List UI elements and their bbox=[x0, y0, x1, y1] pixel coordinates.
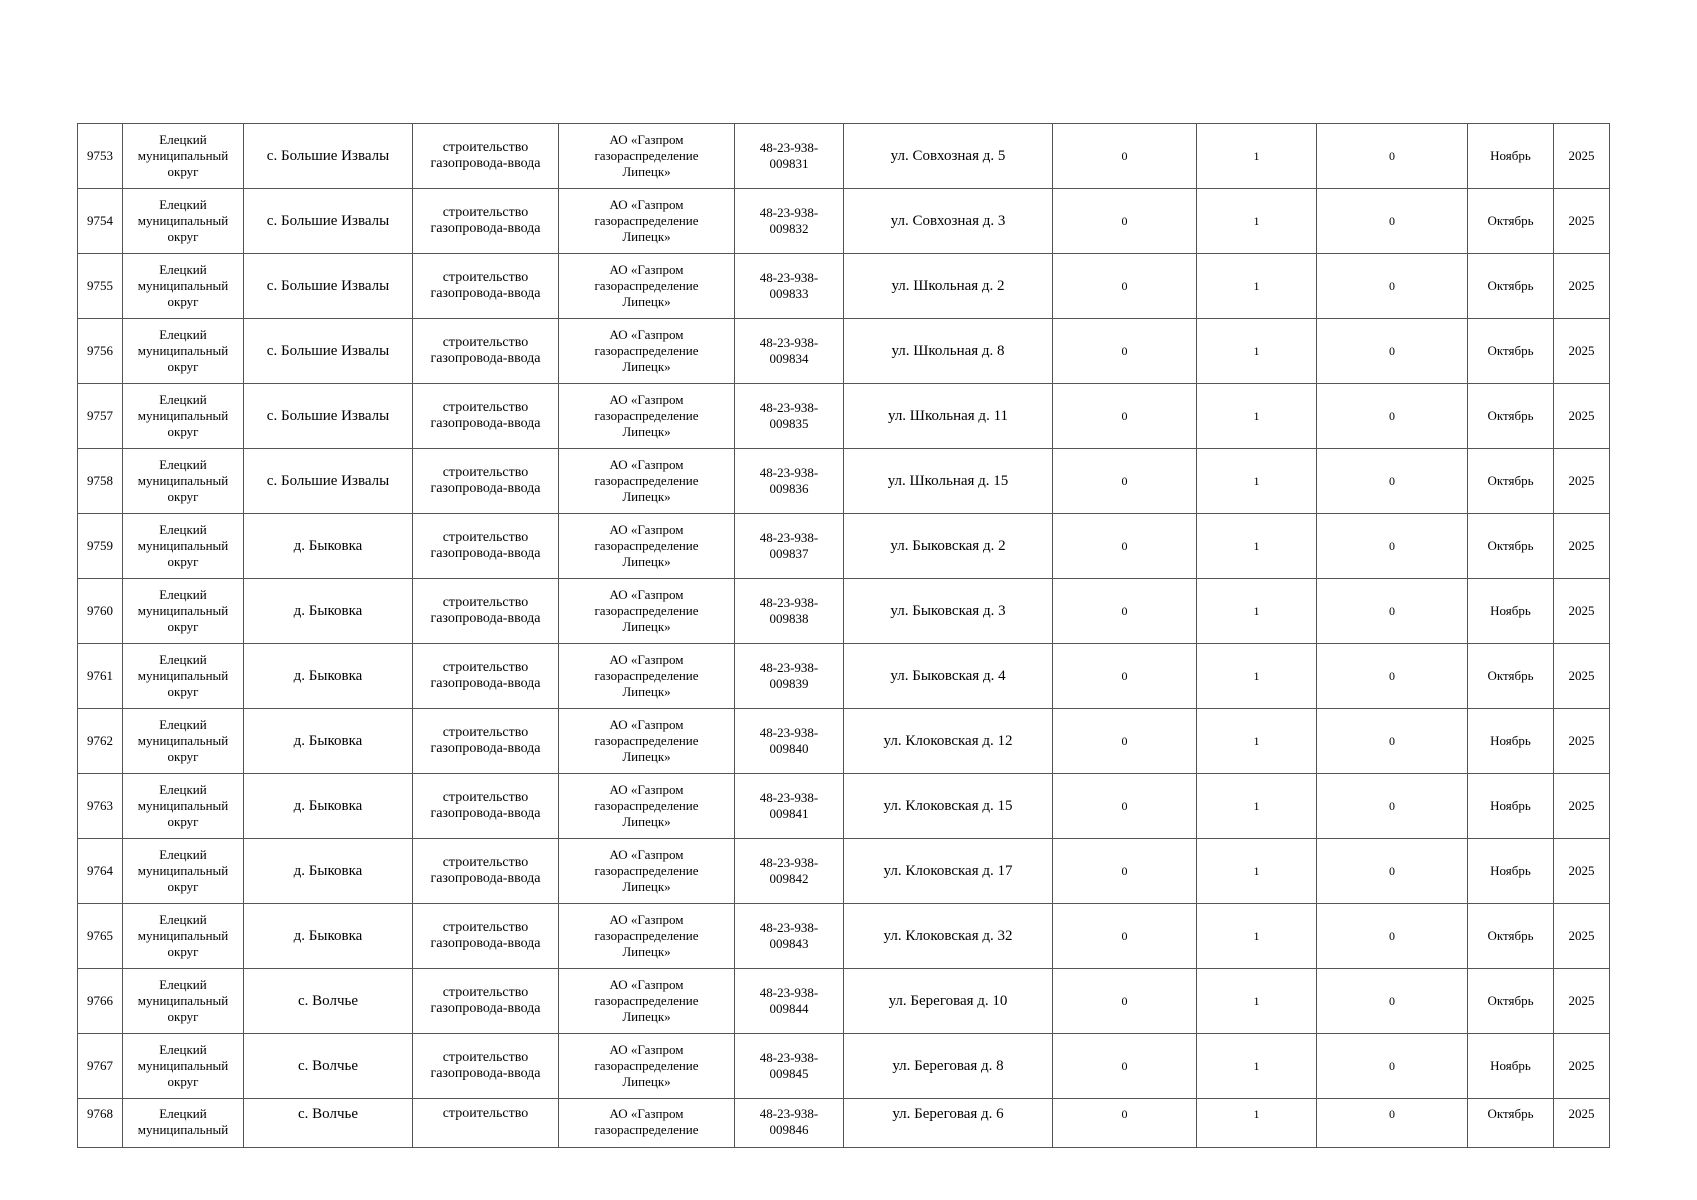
district-cell: Елецкий муниципальный округ bbox=[123, 189, 244, 254]
year-cell: 2025 bbox=[1554, 514, 1610, 579]
value-cell-3: 0 bbox=[1317, 839, 1468, 904]
value-cell-2: 1 bbox=[1197, 969, 1317, 1034]
district-cell: Елецкий муниципальный округ bbox=[123, 904, 244, 969]
value-cell-1: 0 bbox=[1053, 839, 1197, 904]
organization-cell: АО «Газпром газораспределение Липецк» bbox=[559, 709, 735, 774]
address-cell: ул. Школьная д. 8 bbox=[844, 319, 1053, 384]
table-row bbox=[78, 319, 1610, 384]
settlement-cell: с. Большие Извалы bbox=[244, 254, 413, 319]
district-cell: Елецкий муниципальный округ bbox=[123, 579, 244, 644]
object-code-cell: 48-23-938- 009836 bbox=[735, 449, 844, 514]
value-cell-2: 1 bbox=[1197, 579, 1317, 644]
table-row bbox=[78, 969, 1610, 1034]
address-cell: ул. Клоковская д. 15 bbox=[844, 774, 1053, 839]
value-cell-3: 0 bbox=[1317, 579, 1468, 644]
object-code-cell: 48-23-938- 009837 bbox=[735, 514, 844, 579]
year-cell: 2025 bbox=[1554, 709, 1610, 774]
settlement-cell: с. Волчье bbox=[244, 969, 413, 1034]
settlement-cell: с. Волчье bbox=[244, 1034, 413, 1099]
district-cell: Елецкий муниципальный округ bbox=[123, 644, 244, 709]
address-cell: ул. Береговая д. 8 bbox=[844, 1034, 1053, 1099]
work-type-cell: строительство газопровода-ввода bbox=[413, 709, 559, 774]
value-cell-3: 0 bbox=[1317, 1099, 1468, 1148]
gas-connection-table bbox=[77, 123, 1610, 1148]
year-cell: 2025 bbox=[1554, 774, 1610, 839]
month-cell: Ноябрь bbox=[1468, 1034, 1554, 1099]
value-cell-1: 0 bbox=[1053, 384, 1197, 449]
row-number-cell: 9756 bbox=[78, 319, 123, 384]
settlement-cell: с. Большие Извалы bbox=[244, 384, 413, 449]
value-cell-3: 0 bbox=[1317, 319, 1468, 384]
month-cell: Октябрь bbox=[1468, 254, 1554, 319]
row-number-cell: 9757 bbox=[78, 384, 123, 449]
settlement-cell: д. Быковка bbox=[244, 774, 413, 839]
value-cell-1: 0 bbox=[1053, 514, 1197, 579]
address-cell: ул. Быковская д. 3 bbox=[844, 579, 1053, 644]
row-number-cell: 9767 bbox=[78, 1034, 123, 1099]
organization-cell: АО «Газпром газораспределение Липецк» bbox=[559, 774, 735, 839]
row-number-cell: 9761 bbox=[78, 644, 123, 709]
object-code-cell: 48-23-938- 009845 bbox=[735, 1034, 844, 1099]
value-cell-2: 1 bbox=[1197, 709, 1317, 774]
work-type-cell: строительство газопровода-ввода bbox=[413, 189, 559, 254]
value-cell-1: 0 bbox=[1053, 189, 1197, 254]
table-row bbox=[78, 189, 1610, 254]
row-number-cell: 9760 bbox=[78, 579, 123, 644]
table-row bbox=[78, 1099, 1610, 1148]
table-row bbox=[78, 579, 1610, 644]
value-cell-2: 1 bbox=[1197, 644, 1317, 709]
month-cell: Ноябрь bbox=[1468, 709, 1554, 774]
row-number-cell: 9763 bbox=[78, 774, 123, 839]
district-cell: Елецкий муниципальный bbox=[123, 1099, 244, 1148]
work-type-cell: строительство газопровода-ввода bbox=[413, 384, 559, 449]
value-cell-3: 0 bbox=[1317, 969, 1468, 1034]
work-type-cell: строительство газопровода-ввода bbox=[413, 449, 559, 514]
settlement-cell: с. Большие Извалы bbox=[244, 449, 413, 514]
settlement-cell: д. Быковка bbox=[244, 644, 413, 709]
object-code-cell: 48-23-938- 009843 bbox=[735, 904, 844, 969]
work-type-cell: строительство газопровода-ввода bbox=[413, 254, 559, 319]
value-cell-2: 1 bbox=[1197, 774, 1317, 839]
value-cell-1: 0 bbox=[1053, 1034, 1197, 1099]
object-code-cell: 48-23-938- 009832 bbox=[735, 189, 844, 254]
value-cell-3: 0 bbox=[1317, 774, 1468, 839]
address-cell: ул. Быковская д. 2 bbox=[844, 514, 1053, 579]
settlement-cell: д. Быковка bbox=[244, 839, 413, 904]
table-row bbox=[78, 124, 1610, 189]
row-number-cell: 9766 bbox=[78, 969, 123, 1034]
address-cell: ул. Береговая д. 10 bbox=[844, 969, 1053, 1034]
object-code-cell: 48-23-938- 009846 bbox=[735, 1099, 844, 1148]
value-cell-1: 0 bbox=[1053, 904, 1197, 969]
object-code-cell: 48-23-938- 009842 bbox=[735, 839, 844, 904]
organization-cell: АО «Газпром газораспределение Липецк» bbox=[559, 904, 735, 969]
object-code-cell: 48-23-938- 009834 bbox=[735, 319, 844, 384]
settlement-cell: д. Быковка bbox=[244, 904, 413, 969]
year-cell: 2025 bbox=[1554, 579, 1610, 644]
row-number-cell: 9765 bbox=[78, 904, 123, 969]
table-row bbox=[78, 644, 1610, 709]
object-code-cell: 48-23-938- 009841 bbox=[735, 774, 844, 839]
object-code-cell: 48-23-938- 009835 bbox=[735, 384, 844, 449]
object-code-cell: 48-23-938- 009839 bbox=[735, 644, 844, 709]
value-cell-2: 1 bbox=[1197, 1099, 1317, 1148]
year-cell: 2025 bbox=[1554, 384, 1610, 449]
value-cell-1: 0 bbox=[1053, 774, 1197, 839]
work-type-cell: строительство газопровода-ввода bbox=[413, 774, 559, 839]
value-cell-2: 1 bbox=[1197, 449, 1317, 514]
month-cell: Октябрь bbox=[1468, 969, 1554, 1034]
month-cell: Октябрь bbox=[1468, 319, 1554, 384]
value-cell-3: 0 bbox=[1317, 124, 1468, 189]
value-cell-1: 0 bbox=[1053, 449, 1197, 514]
settlement-cell: с. Большие Извалы bbox=[244, 189, 413, 254]
address-cell: ул. Клоковская д. 12 bbox=[844, 709, 1053, 774]
year-cell: 2025 bbox=[1554, 1099, 1610, 1148]
value-cell-1: 0 bbox=[1053, 254, 1197, 319]
organization-cell: АО «Газпром газораспределение bbox=[559, 1099, 735, 1148]
value-cell-3: 0 bbox=[1317, 384, 1468, 449]
value-cell-2: 1 bbox=[1197, 319, 1317, 384]
object-code-cell: 48-23-938- 009838 bbox=[735, 579, 844, 644]
organization-cell: АО «Газпром газораспределение Липецк» bbox=[559, 189, 735, 254]
year-cell: 2025 bbox=[1554, 449, 1610, 514]
year-cell: 2025 bbox=[1554, 124, 1610, 189]
value-cell-2: 1 bbox=[1197, 904, 1317, 969]
row-number-cell: 9758 bbox=[78, 449, 123, 514]
settlement-cell: д. Быковка bbox=[244, 709, 413, 774]
object-code-cell: 48-23-938- 009844 bbox=[735, 969, 844, 1034]
year-cell: 2025 bbox=[1554, 254, 1610, 319]
month-cell: Ноябрь bbox=[1468, 774, 1554, 839]
work-type-cell: строительство газопровода-ввода bbox=[413, 904, 559, 969]
work-type-cell: строительство газопровода-ввода bbox=[413, 319, 559, 384]
district-cell: Елецкий муниципальный округ bbox=[123, 774, 244, 839]
district-cell: Елецкий муниципальный округ bbox=[123, 839, 244, 904]
table-row bbox=[78, 774, 1610, 839]
settlement-cell: д. Быковка bbox=[244, 514, 413, 579]
organization-cell: АО «Газпром газораспределение Липецк» bbox=[559, 384, 735, 449]
value-cell-2: 1 bbox=[1197, 189, 1317, 254]
address-cell: ул. Совхозная д. 3 bbox=[844, 189, 1053, 254]
row-number-cell: 9762 bbox=[78, 709, 123, 774]
table-row bbox=[78, 1034, 1610, 1099]
month-cell: Ноябрь bbox=[1468, 579, 1554, 644]
address-cell: ул. Быковская д. 4 bbox=[844, 644, 1053, 709]
address-cell: ул. Школьная д. 11 bbox=[844, 384, 1053, 449]
organization-cell: АО «Газпром газораспределение Липецк» bbox=[559, 644, 735, 709]
address-cell: ул. Береговая д. 6 bbox=[844, 1099, 1053, 1148]
year-cell: 2025 bbox=[1554, 839, 1610, 904]
row-number-cell: 9764 bbox=[78, 839, 123, 904]
address-cell: ул. Школьная д. 15 bbox=[844, 449, 1053, 514]
month-cell: Ноябрь bbox=[1468, 839, 1554, 904]
work-type-cell: строительство газопровода-ввода bbox=[413, 579, 559, 644]
table-row bbox=[78, 904, 1610, 969]
table-row bbox=[78, 449, 1610, 514]
organization-cell: АО «Газпром газораспределение Липецк» bbox=[559, 839, 735, 904]
month-cell: Октябрь bbox=[1468, 514, 1554, 579]
object-code-cell: 48-23-938- 009840 bbox=[735, 709, 844, 774]
organization-cell: АО «Газпром газораспределение Липецк» bbox=[559, 579, 735, 644]
work-type-cell: строительство газопровода-ввода bbox=[413, 969, 559, 1034]
organization-cell: АО «Газпром газораспределение Липецк» bbox=[559, 969, 735, 1034]
month-cell: Октябрь bbox=[1468, 1099, 1554, 1148]
district-cell: Елецкий муниципальный округ bbox=[123, 1034, 244, 1099]
address-cell: ул. Клоковская д. 32 bbox=[844, 904, 1053, 969]
value-cell-3: 0 bbox=[1317, 644, 1468, 709]
work-type-cell: строительство газопровода-ввода bbox=[413, 124, 559, 189]
value-cell-3: 0 bbox=[1317, 514, 1468, 579]
object-code-cell: 48-23-938- 009831 bbox=[735, 124, 844, 189]
object-code-cell: 48-23-938- 009833 bbox=[735, 254, 844, 319]
value-cell-1: 0 bbox=[1053, 1099, 1197, 1148]
settlement-cell: с. Большие Извалы bbox=[244, 319, 413, 384]
table-row bbox=[78, 384, 1610, 449]
year-cell: 2025 bbox=[1554, 969, 1610, 1034]
value-cell-1: 0 bbox=[1053, 969, 1197, 1034]
work-type-cell: строительство газопровода-ввода bbox=[413, 644, 559, 709]
value-cell-2: 1 bbox=[1197, 124, 1317, 189]
address-cell: ул. Школьная д. 2 bbox=[844, 254, 1053, 319]
row-number-cell: 9768 bbox=[78, 1099, 123, 1148]
year-cell: 2025 bbox=[1554, 189, 1610, 254]
organization-cell: АО «Газпром газораспределение Липецк» bbox=[559, 1034, 735, 1099]
district-cell: Елецкий муниципальный округ bbox=[123, 384, 244, 449]
organization-cell: АО «Газпром газораспределение Липецк» bbox=[559, 254, 735, 319]
value-cell-2: 1 bbox=[1197, 1034, 1317, 1099]
value-cell-1: 0 bbox=[1053, 579, 1197, 644]
row-number-cell: 9759 bbox=[78, 514, 123, 579]
month-cell: Ноябрь bbox=[1468, 124, 1554, 189]
work-type-cell: строительство газопровода-ввода bbox=[413, 514, 559, 579]
value-cell-1: 0 bbox=[1053, 644, 1197, 709]
row-number-cell: 9755 bbox=[78, 254, 123, 319]
month-cell: Октябрь bbox=[1468, 644, 1554, 709]
year-cell: 2025 bbox=[1554, 1034, 1610, 1099]
value-cell-2: 1 bbox=[1197, 384, 1317, 449]
year-cell: 2025 bbox=[1554, 644, 1610, 709]
value-cell-1: 0 bbox=[1053, 124, 1197, 189]
work-type-cell: строительство газопровода-ввода bbox=[413, 839, 559, 904]
month-cell: Октябрь bbox=[1468, 449, 1554, 514]
settlement-cell: д. Быковка bbox=[244, 579, 413, 644]
work-type-cell: строительство bbox=[413, 1099, 559, 1148]
district-cell: Елецкий муниципальный округ bbox=[123, 449, 244, 514]
organization-cell: АО «Газпром газораспределение Липецк» bbox=[559, 449, 735, 514]
month-cell: Октябрь bbox=[1468, 904, 1554, 969]
address-cell: ул. Клоковская д. 17 bbox=[844, 839, 1053, 904]
month-cell: Октябрь bbox=[1468, 384, 1554, 449]
year-cell: 2025 bbox=[1554, 904, 1610, 969]
value-cell-2: 1 bbox=[1197, 514, 1317, 579]
value-cell-2: 1 bbox=[1197, 839, 1317, 904]
district-cell: Елецкий муниципальный округ bbox=[123, 709, 244, 774]
value-cell-3: 0 bbox=[1317, 709, 1468, 774]
value-cell-3: 0 bbox=[1317, 189, 1468, 254]
district-cell: Елецкий муниципальный округ bbox=[123, 969, 244, 1034]
table-row bbox=[78, 709, 1610, 774]
district-cell: Елецкий муниципальный округ bbox=[123, 514, 244, 579]
organization-cell: АО «Газпром газораспределение Липецк» bbox=[559, 124, 735, 189]
value-cell-3: 0 bbox=[1317, 449, 1468, 514]
row-number-cell: 9753 bbox=[78, 124, 123, 189]
table-row bbox=[78, 514, 1610, 579]
organization-cell: АО «Газпром газораспределение Липецк» bbox=[559, 319, 735, 384]
district-cell: Елецкий муниципальный округ bbox=[123, 124, 244, 189]
row-number-cell: 9754 bbox=[78, 189, 123, 254]
table-row bbox=[78, 839, 1610, 904]
value-cell-2: 1 bbox=[1197, 254, 1317, 319]
value-cell-1: 0 bbox=[1053, 709, 1197, 774]
month-cell: Октябрь bbox=[1468, 189, 1554, 254]
address-cell: ул. Совхозная д. 5 bbox=[844, 124, 1053, 189]
year-cell: 2025 bbox=[1554, 319, 1610, 384]
value-cell-3: 0 bbox=[1317, 254, 1468, 319]
work-type-cell: строительство газопровода-ввода bbox=[413, 1034, 559, 1099]
value-cell-1: 0 bbox=[1053, 319, 1197, 384]
value-cell-3: 0 bbox=[1317, 904, 1468, 969]
district-cell: Елецкий муниципальный округ bbox=[123, 319, 244, 384]
table-body bbox=[78, 124, 1610, 1148]
settlement-cell: с. Большие Извалы bbox=[244, 124, 413, 189]
district-cell: Елецкий муниципальный округ bbox=[123, 254, 244, 319]
organization-cell: АО «Газпром газораспределение Липецк» bbox=[559, 514, 735, 579]
settlement-cell: с. Волчье bbox=[244, 1099, 413, 1148]
table-row bbox=[78, 254, 1610, 319]
value-cell-3: 0 bbox=[1317, 1034, 1468, 1099]
